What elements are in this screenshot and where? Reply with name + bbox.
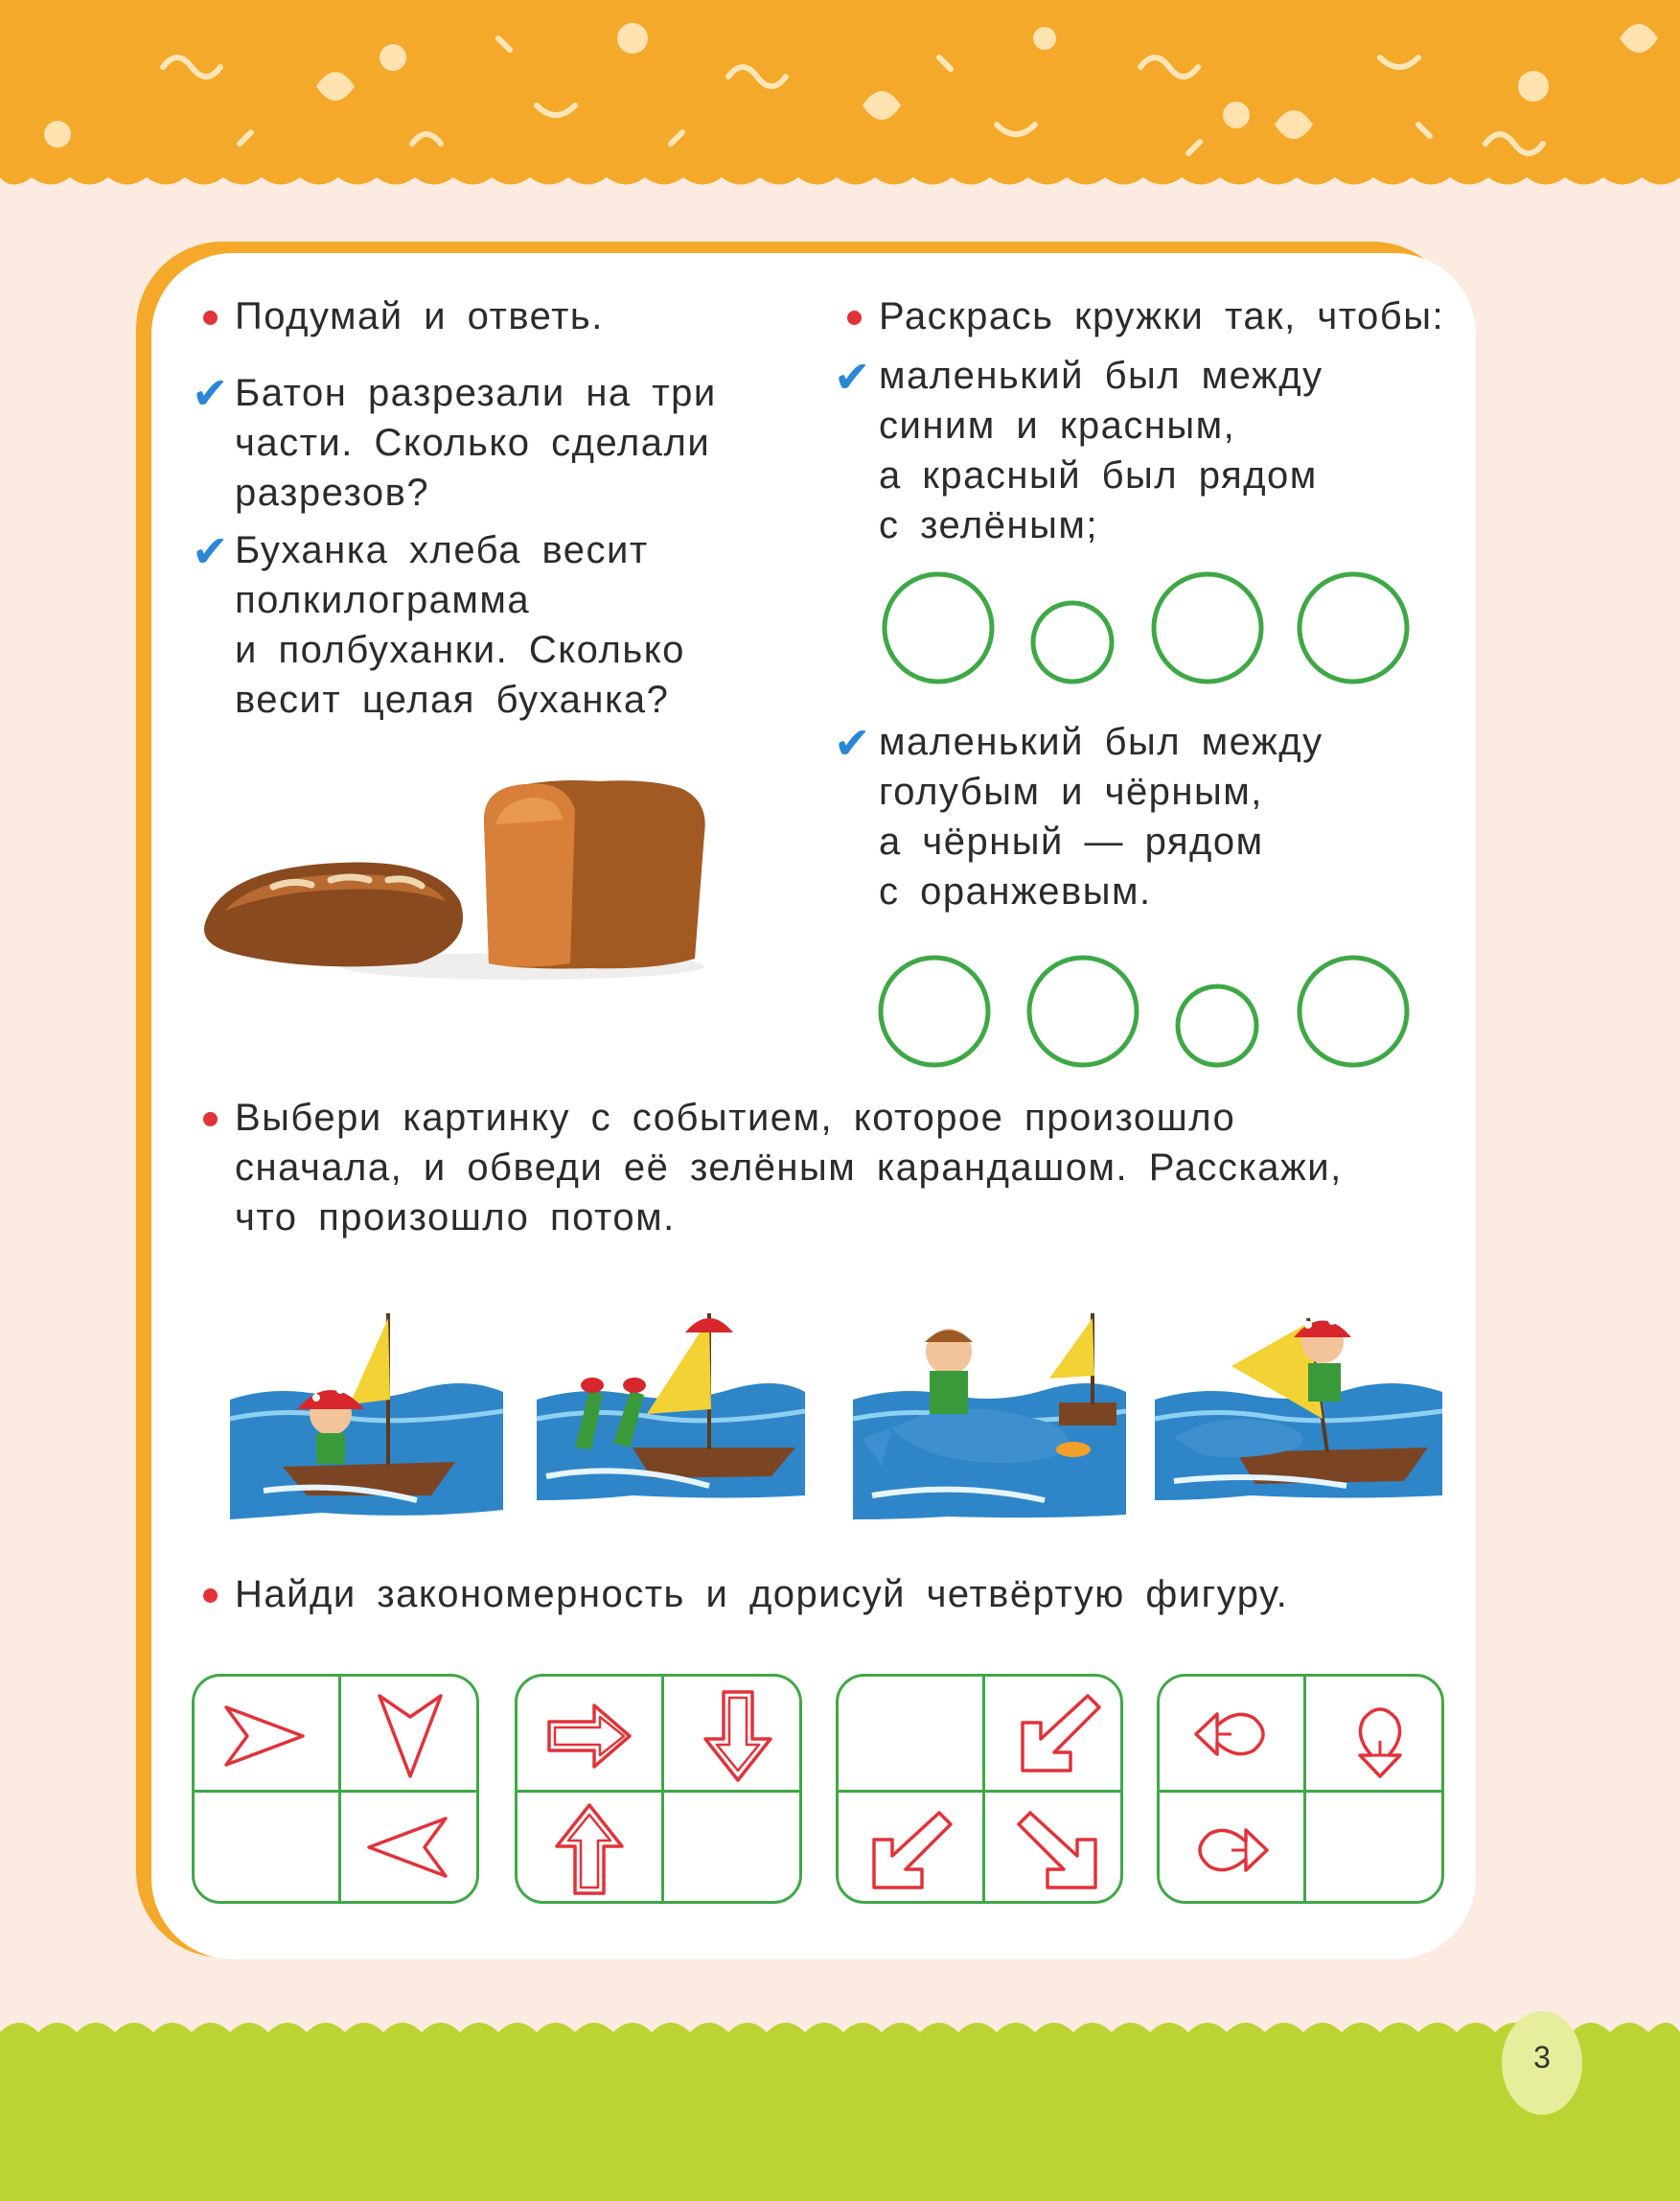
bread-illustration [196, 767, 733, 987]
q4-heading: Найди закономерность и дорисуй четвёртую фигуру. [235, 1573, 1289, 1615]
arrow-figure-icon [1188, 1701, 1275, 1768]
pattern-grid-2 [515, 1674, 802, 1904]
boat-scene-icon[interactable] [537, 1313, 805, 1500]
q2-item1: маленький был между синим и красным, а красный был рядом с зелёным; [879, 355, 1323, 546]
bullet [203, 1112, 218, 1126]
circle-small[interactable] [1033, 603, 1112, 682]
arrow-figure-icon [863, 1803, 958, 1899]
bullet [203, 311, 218, 325]
q2-heading: Раскрась кружки так, чтобы: [879, 295, 1445, 337]
circles-row-1 [863, 566, 1438, 690]
pattern-grid-4 [1157, 1674, 1444, 1904]
baguette-icon [204, 863, 463, 967]
check-icon: ✔ [192, 526, 229, 576]
empty-cell[interactable] [195, 1793, 338, 1904]
top-decorative-band [0, 0, 1680, 230]
boat-scene-icon[interactable] [1155, 1317, 1442, 1500]
page-number: 3 [1533, 2040, 1551, 2074]
empty-cell[interactable] [1306, 1793, 1444, 1904]
check-icon: ✔ [834, 718, 871, 768]
q3-heading: Выбери картинку с событием, которое произошло сначала, и обведи её зелёным карандашом. Расскажи, что произошло потом. [235, 1097, 1343, 1239]
boat-scenes [225, 1304, 1461, 1534]
bullet [203, 1588, 218, 1603]
arrow-figure-icon [357, 1809, 453, 1886]
circle-large[interactable] [1300, 958, 1407, 1065]
q1-item1: Батон разрезали на три части. Сколько сделали разрезов? [235, 372, 717, 514]
arrow-figure-icon [700, 1686, 776, 1786]
pattern-grid-1 [192, 1674, 479, 1904]
circle-large[interactable] [1154, 574, 1261, 682]
bullet [847, 311, 862, 325]
arrow-figure-icon [1011, 1686, 1107, 1782]
q2-item2: маленький был между голубым и чёрным, а чёрный — рядом с оранжевым. [879, 721, 1323, 913]
arrow-figure-icon [1188, 1817, 1275, 1884]
q1-heading: Подумай и ответь. [235, 295, 604, 337]
circle-large[interactable] [1300, 574, 1407, 682]
circle-large[interactable] [885, 574, 992, 682]
arrow-figure-icon [541, 1698, 637, 1774]
arrow-figure-icon [1011, 1803, 1107, 1899]
empty-cell[interactable] [839, 1677, 982, 1790]
circle-large[interactable] [1029, 958, 1137, 1065]
circles-row-2 [863, 949, 1438, 1074]
arrow-figure-icon [219, 1698, 314, 1774]
arrow-figure-icon [1346, 1688, 1414, 1784]
boat-scene-icon[interactable] [230, 1313, 503, 1519]
empty-cell[interactable] [664, 1793, 802, 1904]
arrow-figure-icon [372, 1688, 449, 1784]
bottom-decorative-band [0, 2013, 1680, 2201]
q1-item2: Буханка хлеба весит полкилограмма и полбуханки. Сколько весит целая буханка? [235, 529, 685, 721]
bread-loaf-icon [484, 780, 705, 968]
arrow-figure-icon [551, 1799, 628, 1899]
boat-scene-icon[interactable] [853, 1313, 1126, 1519]
check-icon: ✔ [192, 368, 229, 418]
pattern-grid-3 [836, 1674, 1123, 1904]
circle-small[interactable] [1178, 986, 1256, 1065]
circle-large[interactable] [881, 958, 988, 1065]
check-icon: ✔ [834, 352, 871, 402]
